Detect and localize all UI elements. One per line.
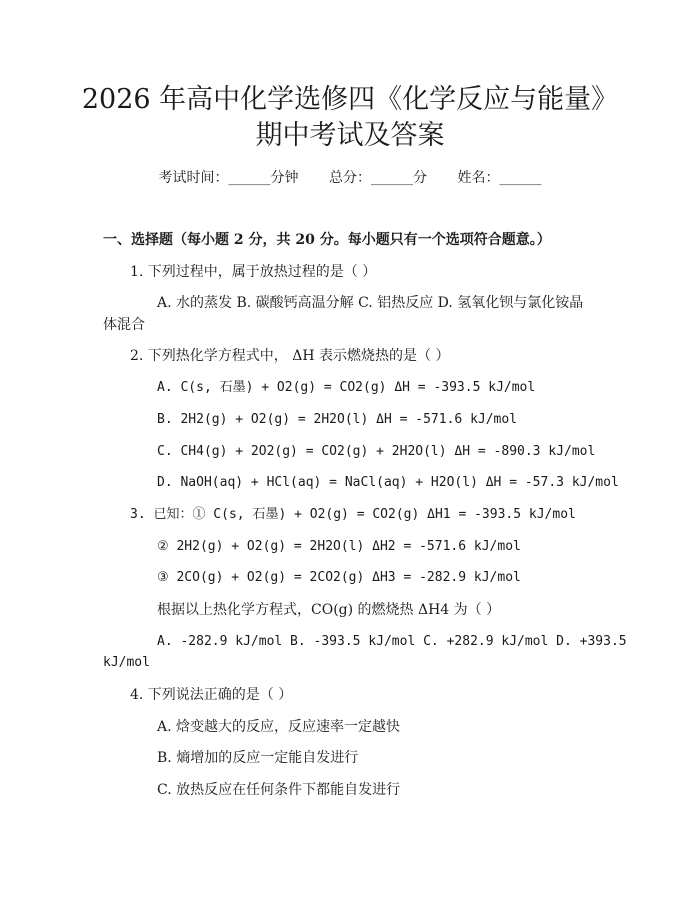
question-2-option-c: C. CH4(g) + 2O2(g) = CO2(g) + 2H2O(l) ΔH = -890.3 kJ/mol (157, 444, 596, 459)
question-4-option-a: A. 焓变越大的反应，反应速率一定越快 (157, 719, 401, 735)
question-4-option-b: B. 熵增加的反应一定能自发进行 (157, 750, 359, 766)
question-2-option-a: A. C(s, 石墨) + O2(g) = CO2(g) ΔH = -393.5 kJ/mol (157, 380, 536, 395)
question-1-options-line-1: A. 水的蒸发 B. 碳酸钙高温分解 C. 铝热反应 D. 氢氧化钡与氯化铵晶 (157, 295, 584, 311)
question-2-stem: 2. 下列热化学方程式中， ΔH 表示燃烧热的是（ ） (130, 348, 450, 364)
title-line-2: 期中考试及答案 (255, 120, 445, 151)
total-score: 总分：______分 (329, 170, 427, 186)
question-3-options-line-2: kJ/mol (103, 655, 150, 670)
question-3-equation-2: ② 2H2(g) + O2(g) = 2H2O(l) ΔH2 = -571.6 kJ/mol (157, 539, 521, 554)
question-3-stem: 3. 已知：① C(s, 石墨) + O2(g) = CO2(g) ΔH1 = -393.5 kJ/mol (130, 507, 576, 522)
question-4-option-c: C. 放热反应在任何条件下都能自发进行 (157, 782, 401, 798)
section-heading: 一、选择题（每小题 2 分，共 20 分。每小题只有一个选项符合题意。） (103, 232, 551, 248)
student-name: 姓名：______ (457, 170, 542, 186)
question-2-option-d: D. NaOH(aq) + HCl(aq) = NaCl(aq) + H2O(l) ΔH = -57.3 kJ/mol (157, 475, 619, 490)
question-2-option-b: B. 2H2(g) + O2(g) = 2H2O(l) ΔH = -571.6 kJ/mol (157, 412, 518, 427)
exam-time: 考试时间：______分钟 (158, 170, 299, 186)
question-1-options-line-2: 体混合 (103, 317, 145, 333)
exam-info (0, 168, 700, 188)
question-1-stem: 1. 下列过程中，属于放热过程的是（ ） (130, 264, 377, 280)
question-3-equation-3: ③ 2CO(g) + O2(g) = 2CO2(g) ΔH3 = -282.9 kJ/mol (157, 570, 521, 585)
question-3-ask: 根据以上热化学方程式，CO(g) 的燃烧热 ΔH4 为（ ） (157, 602, 501, 618)
question-4-stem: 4. 下列说法正确的是（ ） (130, 687, 293, 703)
question-3-options-line-1: A. -282.9 kJ/mol B. -393.5 kJ/mol C. +282.9 kJ/mol D. +393.5 (157, 634, 627, 649)
title-line-1: 2026 年高中化学选修四《化学反应与能量》 (81, 84, 619, 115)
